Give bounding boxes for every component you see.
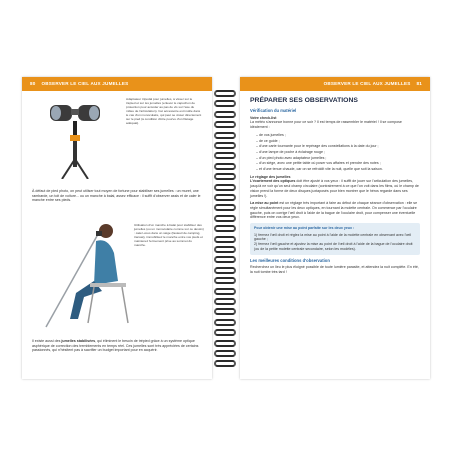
binding-ring [214,236,236,243]
binding-ring [214,267,236,274]
focus-tip-box [250,223,420,255]
binding-ring [214,100,236,107]
binding-ring [214,111,236,118]
binding-ring [214,350,236,357]
right-page-number: 81 [416,81,422,86]
paragraph-stabilized-binoculars [32,339,202,353]
stabilized-text-bold: jumelles stabilisées [61,339,96,343]
right-page-header [240,77,430,91]
binding-ring [214,298,236,305]
binding-ring [214,340,236,347]
right-page-content [240,91,430,275]
spacing-text: doit être ajusté à vos yeux : il suffit de jouer sur l'articulation des jumelles, jusqu'à ne voir qu'un seul champ circulaire (contrairement à ce que l'on voit dans les films, où le champ de vision prend la forme de deux disques juxtaposés pour bien montrer que le héros regarde dans ses jumelles !). [250,179,419,198]
right-page [240,77,430,379]
list-item: – d'une lampe de poche à éclairage rouge ; [256,149,326,154]
binding-ring [214,360,236,367]
binding-ring [214,152,236,159]
paragraph-makeshift-support: À défaut de pied photo, on peut utiliser tout moyen de fortune pour stabiliser ses jumelles : un muret, une rambarde, un toit de voiture... ou un manche à balai, assez efficace : il suffit d'observer assis et de caler le manche entre ses pieds. [32,189,201,203]
caption-broom-support: Utilisation d'un manche à balai pour stabiliser des jumelles (ou un monoculaire comme sur ce dessin) : calez-vous dans un siège (fauteuil de camping, transat), immobilisez le manche entre vos pieds et maintenez fermement prise au sommet du manche. [134,223,204,247]
binding-ring [214,194,236,201]
focus-tip-title: Pour obtenir une mise au point parfaite sur les deux yeux : [254,226,355,231]
binding-ring [214,308,236,315]
checklist-intro: La météo s'annonce bonne pour ce soir ? Il est temps de rassembler le matériel ! Il se compose idéalement : [250,120,402,130]
binding-ring [214,142,236,149]
left-page-content [22,91,212,379]
checklist-title: Votre check-list [250,115,277,120]
list-item: – de ce guide ; [256,138,280,143]
binding-ring [214,256,236,263]
list-item: – d'un siège, avec une petite table où poser vos affaires et prendre des notes ; [256,161,381,166]
binocular-tripod-illustration [44,99,112,179]
binding-ring [214,277,236,284]
focus-tip-step: 1) fermez l'œil droit et réglez la mise au point à l'aide de la molette centrale en observant avec l'œil gauche ; [254,232,412,242]
binding-ring [214,225,236,232]
focus-tip-step: 2) fermez l'œil gauche et ajustez la mise au point de l'œil droit à l'aide de la bague de l'oculaire droit (ou de la petite molette centrale secondaire, selon les modèles). [254,242,413,251]
left-page [22,77,212,379]
paragraph-spacing [250,179,420,198]
section-observing-conditions-title: Les meilleures conditions d'observation [250,257,330,263]
binding-ring [214,184,236,191]
focus-bold: La mise au point [250,201,279,206]
spiral-binding [212,90,240,380]
caption-tripod-adapter: Adaptateur tripodal pour jumelles, à visser sur le trépied et sur les jumelles (enlever le capuchon de protection pour accéder au pas de vis sur l'axe du milieu de l'articulation). Cet accessoire est inutile dans le cas d'un monoculaire, qui peut se visser directement sur le pied (à condition d'être pourvu d'un filetage adéquat). [126,97,202,125]
list-item: – de vos jumelles ; [256,132,286,137]
binding-ring [214,90,236,97]
binding-ring [214,319,236,326]
left-page-header-title: OBSERVER LE CIEL AUX JUMELLES [41,81,129,86]
stabilized-text-pre: Il existe aussi des [32,339,62,343]
paragraph-focus [250,201,420,220]
checklist [250,133,420,172]
spacing-bold: L'écartement des optiques [250,179,296,184]
paragraph-observing-conditions: Recherchez un lieu le plus éloigné possible de toute lumière parasite, et attendez la nuit complète. En été, la nuit tombe très tard ! [250,265,419,274]
binding-ring [214,246,236,253]
binding-ring [214,132,236,139]
left-page-number: 80 [30,81,36,86]
list-item: – d'une carte tournante pour le repérage des constellations à la date du jour ; [256,144,379,149]
list-item: – d'un pied photo avec adaptateur jumelles ; [256,155,327,160]
observer-broom-illustration [36,219,136,329]
focus-text: est un réglage très important à faire au début de chaque séance d'observation : elle se règle simultanément pour les deux optiques, en tournant la molette centrale. On commence par l'oculaire gauche, puis on corrige l'œil droit à l'aide de la bague de l'oculaire droit, pour compenser une éventuelle différence entre vos deux yeux. [250,201,418,220]
right-page-header-title: OBSERVER LE CIEL AUX JUMELLES [323,81,411,86]
page-title: PRÉPARER SES OBSERVATIONS [250,97,358,104]
stabilized-text-post: , qui éliminent le besoin de trépied grâce à un système optique asphérique de correction des tremblements en temps réel. Ces jumelles sont très appréciées de certains passionnés, qui n'hésitent pas à sacrifier un budget important pour en acquérir. [32,339,199,353]
left-page-header [22,77,212,91]
binding-ring [214,163,236,170]
binding-ring [214,215,236,222]
binding-ring [214,173,236,180]
binding-ring [214,121,236,128]
list-item: – et d'une tenue chaude, car on se refroidit vite la nuit, quelle que soit la saison. [256,167,383,172]
binding-ring [214,329,236,336]
settings-subtitle: Le réglage des jumelles [250,174,291,179]
binding-ring [214,204,236,211]
section-equipment-check-title: Vérification du matériel [250,108,297,113]
binding-ring [214,288,236,295]
